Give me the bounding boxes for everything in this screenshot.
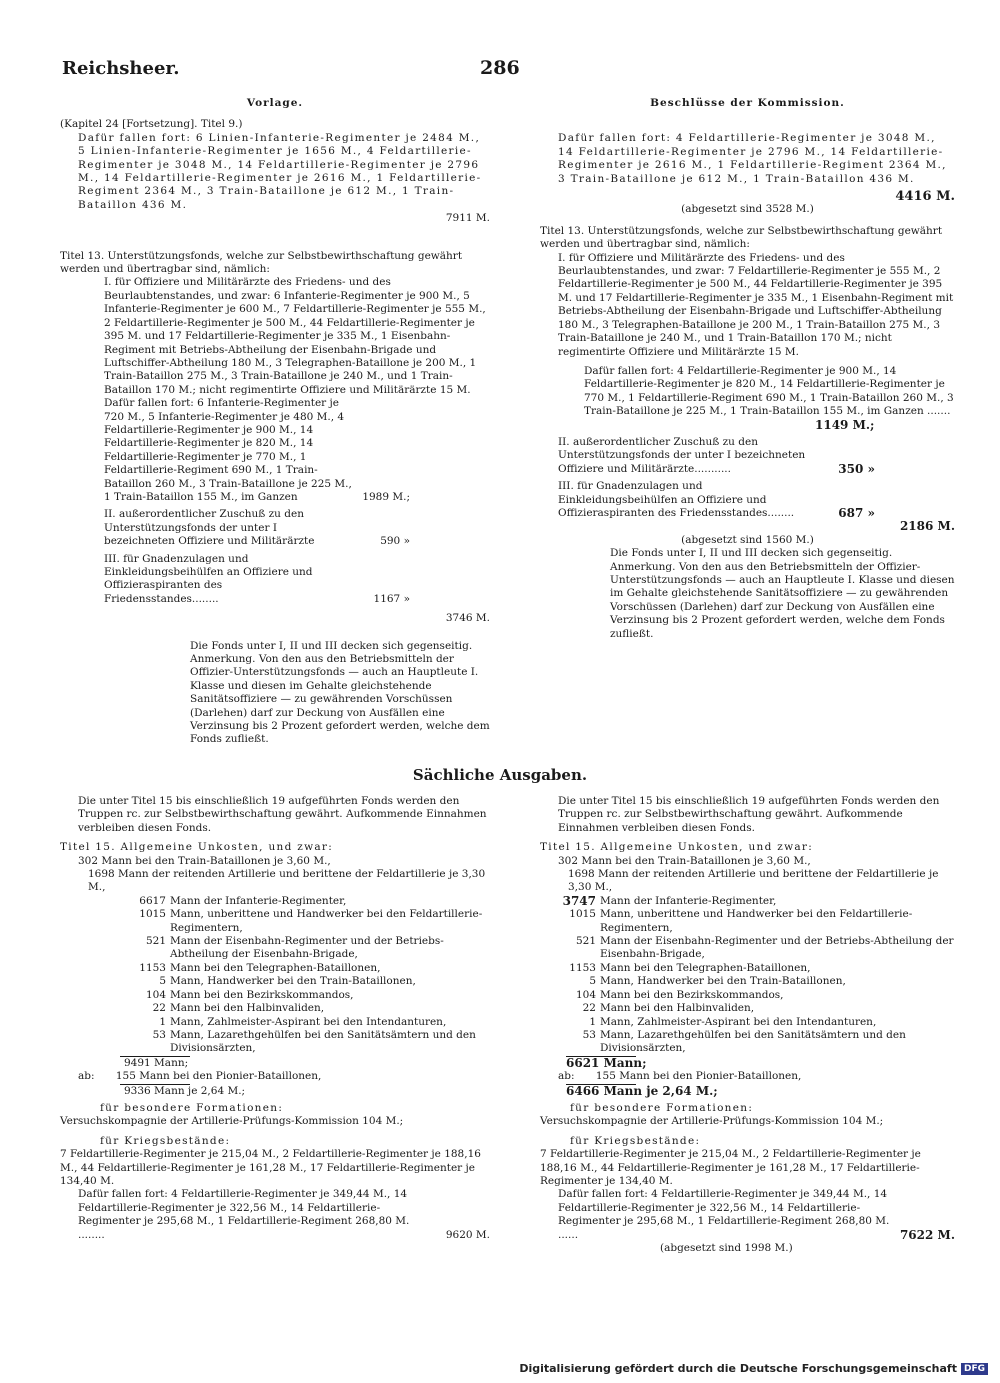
titel13-item-I-value: 1989 M.; [362,490,410,503]
mann-description: Mann der Infanterie-Regimenter, [170,894,347,907]
mann-description: Mann der Infanterie-Regimenter, [600,894,777,907]
mann-description: Mann bei den Telegraphen-Bataillonen, [600,961,811,974]
mann-row [120,908,490,935]
right-column-title: Beschlüsse der Kommission. [650,97,845,109]
page-number: 286 [480,57,520,79]
mann-description: Mann, unberittene und Handwerker bei den Feldartillerie-Regimentern, [170,908,483,934]
titel13-item-II-text-kommission: II. außerordentlicher Zuschuß zu den Unterstützungsfonds der unter I bezeichneten Offiziere und Militärärzte........... [558,435,809,475]
mann-row [120,989,490,1002]
mann-row [120,1016,490,1029]
besondere-heading: für besondere Formationen: [100,1101,284,1114]
titel13-total-kommission: 2186 M. [899,519,955,534]
mann-row [550,962,955,975]
mann-count: 1015 [569,908,596,921]
mann-description: Mann bei den Bezirkskommandos, [600,988,784,1001]
titel13-item-III-value-kommission: 687 » [838,505,875,520]
titel13-item-II-text: II. außerordentlicher Zuschuß zu den Unterstützungsfonds der unter I bezeichneten Offiziere und Militärärzte [104,508,315,548]
line-1698-kommission: 1698 Mann der reitenden Artillerie und berittene der Feldartillerie je 3,30 M., [568,868,942,894]
kriegsbestaende-text-kommission: 7 Feldartillerie-Regimenter je 215,04 M., 2 Feldartillerie-Regimenter je 188,16 M., 44 Feldartillerie-Regimenter je 161,28 M., 17 Feldartillerie-Regimenter je 134,40 M. [540,1148,925,1187]
mann-count: 5 [159,975,166,988]
dfg-logo: DFG [961,1363,988,1375]
mann-row [550,1016,955,1029]
mann-count: 521 [575,935,596,948]
titel13-item-III [60,553,490,607]
fonds-note: Die Fonds unter I, II und III decken sich gegenseitig. [190,639,473,652]
mann-description: Mann, Handwerker bei den Train-Bataillonen, [170,975,416,988]
left-column-lower [60,795,490,1242]
ab-label-kommission: ab: [558,1070,575,1083]
titel13-item-I: I. für Offiziere und Militärärzte des Friedens- und des Beurlaubtenstandes, und zwar: 6 Infanterie-Regimenter je 900 M., 5 Infanterie-Regimenter je 600 M., 7 Feldartillerie-Regimenter je 555 M., 2 Feldartillerie-Regimenter je 500 M., 44 Feldartillerie-Regimenter je 395 M. und 17 Feldartillerie-Regimenter je 335 M., 1 Eisenbahn-Regiment mit Betriebs-Abtheilung der Eisenbahn-Brigade und Luftschiffer-Abtheilung 180 M., 3 Telegraphen-Bataillone je 200 M., 1 Train-Bataillon 275 M., 3 Train-Bataillone je 240 M., und 1 Train-Bataillon 170 M.; nicht regimentirte Offiziere und Militärärzte 15 M. [104,276,490,396]
sum-mann-kommission: 6621 Mann; [566,1055,647,1070]
mann-count: 5 [589,975,596,988]
kriegsbestaende-fall [60,1188,490,1242]
titel13-item-I-fall [60,397,490,504]
kriegsbestaende-heading: für Kriegsbestände: [100,1134,231,1147]
mann-count: 1 [159,1015,166,1028]
right-column-lower [540,795,955,1255]
titel9-fall-text: Dafür fallen fort: 6 Linien-Infanterie-Regimenter je 2484 M., 5 Linien-Infanterie-Regimenter je 1656 M., 4 Feldartillerie-Regimenter je 3048 M., 14 Feldartillerie-Regimenter je 2796 M., 14 Feldartillerie-Regimenter je 2616 M., 1 Feldartillerie-Regiment 2364 M., 3 Train-Bataillone je 612 M., 1 Train-Bataillon 436 M. [78,131,485,211]
left-column-title: Vorlage. [246,97,304,109]
mann-row [550,975,955,988]
footer-text: Digitalisierung gefördert durch die Deutsche Forschungsgemeinschaft [519,1362,957,1375]
mann-count: 22 [152,1002,166,1015]
mann-description: Mann, unberittene und Handwerker bei den Feldartillerie-Regimentern, [600,908,913,934]
titel13-abgesetzt: (abgesetzt sind 1560 M.) [681,533,814,546]
mann-row [120,935,490,962]
titel15-heading: Titel 15. Allgemeine Unkosten, und zwar: [60,841,334,854]
titel13-item-I-value-kommission: 1149 M.; [815,417,875,432]
titel13-item-I-fall-text: Dafür fallen fort: 6 Infanterie-Regimenter je 720 M., 5 Infanterie-Regimenter je 480 M., 4 Feldartillerie-Regimenter je 900 M., 14 Feldartillerie-Regimenter je 820 M., 14 Feldartillerie-Regimenter je 770 M., 1 Feldartillerie-Regiment 690 M., 1 Train-Bataillon 260 M., 3 Train-Bataillone je 225 M., 1 Train-Bataillon 155 M., im Ganzen [104,397,356,503]
titel9-total-kommission: 4416 M. [895,189,955,205]
sum-mann: 9491 Mann; [124,1056,189,1069]
kriegsbestaende-fall-text-kommission: Dafür fallen fort: 4 Feldartillerie-Regimenter je 349,44 M., 14 Feldartillerie-Regimenter je 322,56 M., 14 Feldartillerie-Regimenter je 295,68 M., 1 Feldartillerie-Regiment 268,80 M. ...... [558,1188,893,1241]
section-title: Sächliche Ausgaben. [412,766,588,784]
anmerkung: Anmerkung. Von den aus den Betriebsmitteln der Offizier-Unterstützungsfonds — auch an Hauptleute I. Klasse und diesen im Gehalte gleichstehende Sanitätsoffiziere — zu gewährenden Vorschüssen (Darlehen) darf zur Deckung von Ausfällen eine Verzinsung bis 2 Prozent gefordert werden, welche dem Fonds zufließt. [190,653,494,746]
mann-count: 3747 [562,893,596,908]
besondere-text-kommission: Versuchskompagnie der Artillerie-Prüfungs-Kommission 104 M.; [540,1115,884,1128]
titel15-heading-kommission: Titel 15. Allgemeine Unkosten, und zwar: [540,841,814,854]
titel13-item-III-value: 1167 » [373,592,410,605]
titel13-item-II-value-kommission: 350 » [838,461,875,476]
mann-row [120,1002,490,1015]
mann-row [550,1002,955,1015]
mann-description: Mann der Eisenbahn-Regimenter und der Betriebs-Abtheilung der Eisenbahn-Brigade, [170,935,444,961]
fonds-note-kommission: Die Fonds unter I, II und III decken sich gegenseitig. [610,547,893,560]
titel13-item-II [60,508,490,548]
kriegsbestaende-value: 9620 M. [445,1228,490,1241]
ab-text: 155 Mann bei den Pionier-Bataillonen, [115,1070,322,1083]
ab-label: ab: [78,1070,95,1083]
mann-list [60,895,490,1056]
line-302-kommission: 302 Mann bei den Train-Bataillonen je 3,60 M., [558,854,811,867]
mann-count: 1015 [139,908,166,921]
sachlich-intro-kommission: Die unter Titel 15 bis einschließlich 19 aufgeführten Fonds werden den Truppen rc. zur Selbstbewirthschaftung gewährt. Aufkommende Einnahmen verbleiben diesen Fonds. [558,795,943,834]
titel13-heading-kommission: Titel 13. Unterstützungsfonds, welche zur Selbstbewirthschaftung gewährt werden und übertragbar sind, nämlich: [540,224,946,251]
mann-row [550,908,955,935]
sachlich-intro: Die unter Titel 15 bis einschließlich 19 aufgeführten Fonds werden den Truppen rc. zur Selbstbewirthschaftung gewährt. Aufkommende Einnahmen verbleiben diesen Fonds. [78,795,490,834]
mann-description: Mann, Zahlmeister-Aspirant bei den Intendanturen, [170,1015,447,1028]
titel9-fall-text-kommission: Dafür fallen fort: 4 Feldartillerie-Regimenter je 3048 M., 14 Feldartillerie-Regimenter je 2796 M., 14 Feldartillerie-Regimenter je 2616 M., 1 Feldartillerie-Regiment 2364 M., 3 Train-Bataillone je 612 M., 1 Train-Bataillon 436 M. [558,132,952,185]
ab-text-kommission: 155 Mann bei den Pionier-Bataillonen, [595,1070,802,1083]
mann-count: 521 [145,935,166,948]
titel13-item-I-fall-kommission: Dafür fallen fort: 4 Feldartillerie-Regimenter je 900 M., 14 Feldartillerie-Regimenter je 820 M., 14 Feldartillerie-Regimenter je 770 M., 1 Feldartillerie-Regiment 690 M., 1 Train-Bataillon 260 M., 3 Train-Bataillone je 225 M., 1 Train-Bataillon 155 M., im Ganzen ....... [584,364,958,418]
mann-description: Mann bei den Halbinvaliden, [600,1002,755,1015]
titel13-item-II-kommission [540,436,955,476]
mann-description: Mann, Handwerker bei den Train-Bataillonen, [600,975,846,988]
mann-row [120,1029,490,1056]
mann-description: Mann bei den Telegraphen-Bataillonen, [170,961,381,974]
mann-list-kommission [540,895,955,1056]
mann-count: 53 [152,1028,166,1041]
mann-description: Mann, Lazarethgehülfen bei den Sanitätsämtern und den Divisionsärzten, [600,1028,906,1055]
kriegsbestaende-value-kommission: 7622 M. [899,1227,955,1242]
mann-row [550,935,955,962]
kriegsbestaende-text: 7 Feldartillerie-Regimenter je 215,04 M., 2 Feldartillerie-Regimenter je 188,16 M., 44 Feldartillerie-Regimenter je 161,28 M., 17 Feldartillerie-Regimenter je 134,40 M. [60,1148,485,1187]
kriegsbestaende-fall-text: Dafür fallen fort: 4 Feldartillerie-Regimenter je 349,44 M., 14 Feldartillerie-Regimenter je 322,56 M., 14 Feldartillerie-Regimenter je 295,68 M., 1 Feldartillerie-Regiment 268,80 M. ........ [78,1188,413,1241]
anmerkung-kommission: Anmerkung. Von den aus den Betriebsmitteln der Offizier-Unterstützungsfonds — auch an Hauptleute I. Klasse und diesen im Gehalte gleichstehende Sanitätsoffiziere — zu gewährenden Vorschüssen (Darlehen) darf zur Deckung von Ausfällen eine Verzinsung bis 2 Prozent gefordert werden, welche dem Fonds zufließt. [610,560,958,640]
mann-description: Mann bei den Bezirkskommandos, [170,988,354,1001]
mann-count: 104 [575,988,596,1001]
mann-row [550,1029,955,1056]
line-1698: 1698 Mann der reitenden Artillerie und berittene der Feldartillerie je 3,30 M., [88,868,489,894]
titel13-item-III-text: III. für Gnadenzulagen und Einkleidungsbeihülfen an Offiziere und Offizieraspiranten des Friedensstandes........ [104,552,316,605]
mann-count: 104 [145,988,166,1001]
mann-row [120,962,490,975]
besondere-heading-kommission: für besondere Formationen: [570,1101,754,1114]
titel13-item-II-value: 590 » [380,535,410,548]
titel9-total: 7911 M. [445,212,490,225]
titel9-abgesetzt: (abgesetzt sind 3528 M.) [681,203,814,216]
dfg-footer [519,1362,988,1375]
mann-count: 1153 [569,961,596,974]
mann-row [120,895,490,908]
mann-row [550,989,955,1002]
titel13-item-III-kommission [540,480,955,520]
running-header: Reichsheer. [62,58,180,79]
mann-row [120,975,490,988]
mann-count: 22 [582,1002,596,1015]
mann-count: 1 [589,1015,596,1028]
titel13-item-I-kommission: I. für Offiziere und Militärärzte des Friedens- und des Beurlaubtenstandes, und zwar: 7 Feldartillerie-Regimenter je 555 M., 2 Feldartillerie-Regimenter je 500 M., 44 Feldartillerie-Regimenter je 395 M. und 17 Feldartillerie-Regimenter je 335 M., 1 Eisenbahn-Regiment mit Betriebs-Abtheilung der Eisenbahn-Brigade und Luftschiffer-Abtheilung 180 M., 3 Telegraphen-Bataillone je 200 M., 1 Train-Bataillon 275 M., 3 Train-Bataillone je 240 M., und 1 Train-Bataillon 170 M.; nicht regimentirte Offiziere und Militärärzte 15 M. [558,251,957,358]
titel13-item-III-text-kommission: III. für Gnadenzulagen und Einkleidungsbeihülfen an Offiziere und Offizieraspiranten des Friedensstandes........ [558,480,795,519]
kriegsbestaende-fall-kommission [540,1188,955,1242]
mann-count: 53 [582,1028,596,1041]
mann-description: Mann bei den Halbinvaliden, [170,1002,325,1015]
titel13-total: 3746 M. [445,612,490,625]
sum-mann-net-kommission: 6466 Mann je 2,64 M.; [566,1083,718,1098]
mann-description: Mann der Eisenbahn-Regimenter und der Betriebs-Abtheilung der Eisenbahn-Brigade, [600,935,954,961]
mann-count: 6617 [139,894,166,907]
besondere-text: Versuchskompagnie der Artillerie-Prüfungs-Kommission 104 M.; [60,1115,404,1128]
kapitel-heading: (Kapitel 24 [Fortsetzung]. Titel 9.) [60,118,243,131]
right-column-upper [540,97,958,641]
line-302: 302 Mann bei den Train-Bataillonen je 3,60 M., [78,854,331,867]
mann-description: Mann, Lazarethgehülfen bei den Sanitätsämtern und den Divisionsärzten, [170,1028,476,1055]
mann-count: 1153 [139,961,166,974]
titel13-heading: Titel 13. Unterstützungsfonds, welche zur Selbstbewirthschaftung gewährt werden und übertragbar sind, nämlich: [60,249,466,276]
kriegsbestaende-heading-kommission: für Kriegsbestände: [570,1134,701,1147]
mann-description: Mann, Zahlmeister-Aspirant bei den Intendanturen, [600,1015,877,1028]
sum-mann-net: 9336 Mann je 2,64 M.; [124,1084,246,1097]
left-column-upper [60,97,494,747]
kriegsbestaende-abgesetzt: (abgesetzt sind 1998 M.) [660,1242,793,1254]
mann-row [550,895,955,908]
